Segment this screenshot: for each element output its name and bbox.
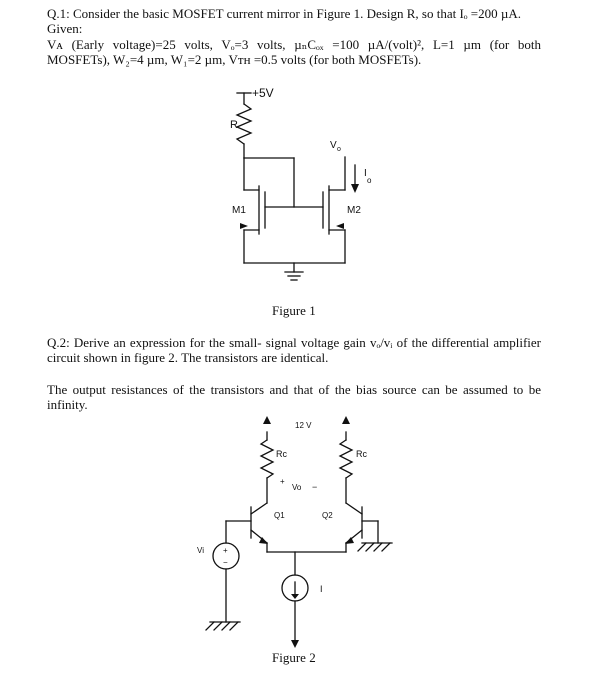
vi-plus: + (223, 546, 228, 555)
io-subscript: o (367, 176, 372, 185)
rc-left-label: Rc (276, 449, 287, 459)
vo-minus: − (312, 482, 318, 492)
rc-left-resistor (261, 440, 273, 478)
q1-line-4: MOSFETs), W₂=4 µm, W₁=2 µm, Vᴛʜ =0.5 volts (for both MOSFETs). (47, 52, 422, 67)
q2-ground-hatch-3 (374, 543, 382, 551)
q2-collector-leg (346, 503, 362, 514)
vi-minus: − (223, 558, 228, 567)
vo-plus: + (280, 477, 285, 486)
rc-right-label: Rc (356, 449, 367, 459)
current-out-arrow (291, 640, 299, 648)
vi-ground-hatch-3 (222, 622, 230, 630)
q2-line-4: infinity. (47, 397, 88, 412)
vo-label-2: Vo (292, 483, 302, 492)
supply-12v-label: 12 V (295, 421, 312, 430)
current-source-arrow-head (291, 594, 299, 599)
rc-left-supply-arrow (263, 416, 271, 424)
figure-2-caption: Figure 2 (272, 650, 316, 665)
current-label: I (320, 584, 323, 594)
figure-1-caption: Figure 1 (272, 303, 316, 318)
q2-line-3: The output resistances of the transistors and that of the bias source can be assumed to be (47, 382, 541, 397)
q1-line-1: Q.1: Consider the basic MOSFET current mirror in Figure 1. Design R, so that Iₒ =200 µA. (47, 6, 521, 21)
vi-ground-hatch-1 (206, 622, 214, 630)
q2-label: Q2 (322, 511, 333, 520)
vi-ground-hatch-4 (230, 622, 238, 630)
vi-label: Vi (197, 546, 204, 555)
m1-label: M1 (232, 205, 246, 216)
r-label: R (230, 119, 238, 131)
io-label: I (364, 168, 367, 179)
m2-label: M2 (347, 205, 361, 216)
q2-ground-hatch-2 (366, 543, 374, 551)
q1-label: Q1 (274, 511, 285, 520)
rc-right-supply-arrow (342, 416, 350, 424)
q2-ground-hatch-4 (382, 543, 390, 551)
rc-right-resistor (340, 440, 352, 478)
q2-line-1: Q.2: Derive an expression for the small- signal voltage gain vₒ/vᵢ of the differential amplifier (47, 335, 541, 350)
q2-line-2: circuit shown in figure 2. The transistors are identical. (47, 350, 329, 365)
vo-subscript: o (337, 146, 341, 153)
vi-ground-hatch-2 (214, 622, 222, 630)
q1-line-3: Vᴀ (Early voltage)=25 volts, Vₒ=3 volts, µₙCₒₓ =100 µA/(volt)², L=1 µm (for both (47, 37, 541, 52)
q2-ground-hatch-1 (358, 543, 366, 551)
q1-line-2: Given: (47, 21, 83, 36)
q1-collector-leg (251, 503, 267, 514)
supply-label: +5V (252, 86, 274, 100)
vo-label: V (330, 140, 337, 151)
